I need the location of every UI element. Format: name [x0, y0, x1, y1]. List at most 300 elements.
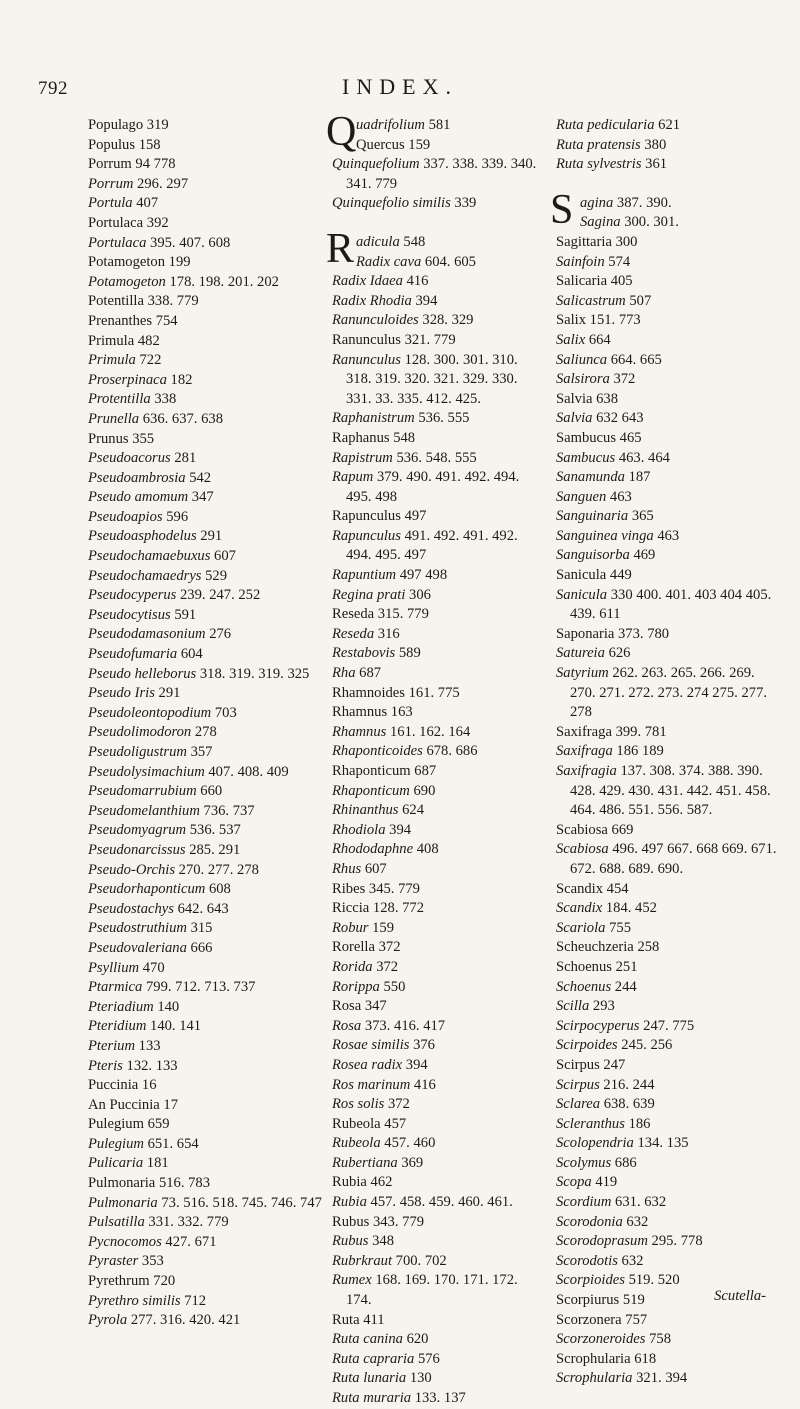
page-references: 319: [143, 117, 169, 133]
page-references: 686: [611, 1154, 637, 1171]
index-entry: [556, 1056, 780, 1076]
index-entry: [88, 978, 336, 998]
index-entry: [88, 1135, 336, 1155]
index-entry: [556, 370, 780, 390]
index-entry: [332, 429, 540, 449]
index-term: Sambucus: [556, 429, 616, 446]
page-references: 321. 394: [632, 1370, 688, 1387]
index-term: Pseudoambrosia: [88, 469, 186, 486]
index-entry: [332, 860, 540, 880]
index-term: Prunella: [88, 410, 140, 427]
index-entry: [556, 1173, 780, 1193]
page-references: 454: [603, 880, 629, 897]
index-term: Scandix: [556, 880, 604, 897]
index-entry: [332, 292, 540, 312]
index-term: Robur: [332, 919, 369, 936]
page-references: 607: [210, 548, 236, 565]
page-references: 392: [143, 214, 169, 231]
page-references: 373. 780: [614, 625, 670, 642]
page-references: 712: [180, 1292, 207, 1309]
index-term: Ruta pedicularia: [556, 117, 655, 133]
index-term: Rubeola: [332, 1115, 381, 1132]
index-entry: [88, 116, 336, 136]
page-references: 244: [611, 978, 637, 995]
index-entry: [556, 644, 780, 664]
index-term: Scorodotis: [556, 1252, 618, 1269]
index-term: Salvia: [556, 390, 593, 407]
page-references: 664: [585, 331, 611, 348]
index-entry: [556, 1115, 780, 1135]
page-references: 720: [149, 1273, 176, 1290]
page-references: 576: [414, 1350, 440, 1367]
index-term: Pseudoleontopodium: [88, 704, 212, 721]
page-references: 262. 263. 265. 266. 269. 270. 271. 272. 273. 274 275. 277. 278: [570, 665, 768, 721]
page-references: 330 400. 401. 403 404 405. 439. 611: [570, 586, 772, 623]
index-entry: [88, 723, 336, 743]
index-entry: [88, 449, 336, 469]
page-references: 168. 169. 170. 171. 172. 174.: [346, 1272, 518, 1309]
index-entry: [88, 234, 336, 254]
index-entry: [332, 1252, 540, 1272]
index-term: Rosa: [332, 998, 362, 1015]
page-references: 353: [138, 1253, 164, 1270]
page-references: 536. 548. 555: [392, 449, 477, 466]
page-references: 536. 555: [414, 410, 470, 427]
page-references: 328. 329: [418, 312, 474, 329]
index-term: Rhaponticoides: [332, 743, 423, 760]
page-references: 16: [138, 1077, 157, 1094]
page-references: 300: [611, 233, 638, 250]
index-entry: [332, 351, 540, 410]
index-entry: [332, 958, 540, 978]
index-entry: [332, 1369, 540, 1389]
index-entry: [88, 763, 336, 783]
index-term: Scirpus: [556, 1076, 600, 1093]
index-term: Protentilla: [88, 391, 151, 408]
page-references: 660: [196, 783, 223, 800]
index-term: Ruta canina: [332, 1331, 403, 1348]
index-term: Scorpiurus: [556, 1292, 620, 1309]
page-references: 161. 162. 164: [386, 723, 471, 740]
index-entry: [332, 1154, 540, 1174]
page-references: 405: [607, 273, 633, 290]
index-entry: [332, 938, 540, 958]
index-entry: [88, 1076, 336, 1096]
index-entry: [332, 782, 540, 802]
page-references: 387. 390.: [613, 194, 672, 211]
index-entry: [556, 155, 780, 175]
index-term: Pseudochamaebuxus: [88, 548, 211, 565]
index-term: Ribes: [332, 880, 366, 897]
page-references: 128. 300. 301. 310. 318. 319. 320. 321. 329. 330. 331. 33. 335. 412. 425.: [346, 351, 518, 407]
index-term: Pulmonaria: [88, 1175, 156, 1192]
index-term: Scilla: [556, 998, 590, 1015]
page-references: 276: [205, 626, 232, 643]
page-references: 348: [368, 1233, 395, 1250]
index-term: Salsirora: [556, 371, 610, 388]
index-entry: [556, 546, 780, 566]
index-term: Reseda: [332, 625, 375, 642]
page-references: 270. 277. 278: [175, 861, 259, 878]
index-entry: [556, 919, 780, 939]
index-entry: [332, 194, 540, 214]
index-entry: [88, 959, 336, 979]
index-entry: [332, 566, 540, 586]
index-entry: [88, 782, 336, 802]
index-entry: [556, 331, 780, 351]
page-references: 369: [397, 1154, 424, 1171]
index-entry: [88, 351, 336, 371]
index-entry: [332, 880, 540, 900]
index-entry: [556, 1311, 780, 1331]
page-references: 295. 778: [647, 1233, 703, 1250]
page-references: 411: [359, 1311, 385, 1328]
index-term: Scandix: [556, 900, 603, 917]
page-references: 186 189: [612, 743, 664, 760]
index-term: Riccia: [332, 900, 370, 917]
page-references: 247. 775: [639, 1017, 695, 1034]
page-references: 519: [619, 1292, 645, 1309]
page-references: 137. 308. 374. 388. 390. 428. 429. 430. 431. 442. 451. 458. 464. 486. 551. 556. 587.: [570, 763, 771, 819]
index-term: Rubia: [332, 1174, 367, 1191]
index-entry: [88, 939, 336, 959]
index-term: Rapunculus: [332, 508, 401, 525]
index-entry: [88, 704, 336, 724]
index-term: Rubertiana: [332, 1154, 398, 1171]
index-term: Pseudolimodoron: [88, 724, 192, 741]
page-references: 361: [641, 156, 668, 173]
page-references: 463: [606, 488, 632, 505]
index-term: Rosea radix: [332, 1056, 403, 1073]
page-references: 278: [191, 724, 217, 741]
page-references: 624: [398, 802, 425, 819]
index-term: Pterium: [88, 1037, 136, 1054]
index-term: Rosae similis: [332, 1037, 410, 1054]
index-entry: [556, 821, 780, 841]
index-entry: [88, 1174, 336, 1194]
page-references: 596: [162, 508, 189, 525]
index-entry: [332, 1095, 540, 1115]
index-term: Rhododaphne: [332, 841, 414, 858]
page-references: 345. 779: [365, 880, 420, 897]
index-entry: [88, 1154, 336, 1174]
index-term: Scirpocyperus: [556, 1017, 640, 1034]
index-term: Saxifragia: [556, 763, 617, 779]
page-references: 133: [135, 1037, 161, 1054]
index-term: Rubia: [332, 1194, 367, 1211]
index-term: Scorodoprasum: [556, 1233, 648, 1250]
page-references: 394: [385, 821, 412, 838]
index-entry: [556, 116, 780, 136]
page-references: 591: [170, 606, 197, 623]
index-entry: [332, 742, 540, 762]
catchword: Scutella-: [714, 1288, 766, 1304]
index-entry: [332, 253, 540, 273]
index-entry: [88, 253, 336, 273]
page-references: 347: [361, 998, 387, 1015]
index-entry: [332, 644, 540, 664]
index-term: Pyrola: [88, 1312, 128, 1329]
index-entry: [556, 742, 780, 762]
index-entry: [556, 880, 780, 900]
page-references: 636. 637. 638: [139, 410, 223, 427]
index-term: Scordium: [556, 1194, 612, 1211]
index-entry: [88, 1233, 336, 1253]
index-entry: [556, 213, 780, 233]
page-references: 395. 407. 608: [146, 234, 231, 251]
index-entry: [556, 468, 780, 488]
index-term: Reseda: [332, 606, 375, 623]
index-entry: [556, 997, 780, 1017]
index-entry: [332, 919, 540, 939]
index-entry: [556, 488, 780, 508]
page-references: 604: [177, 646, 203, 663]
index-term: Primula: [88, 332, 135, 349]
page-references: 659: [143, 1116, 170, 1133]
page-references: 462: [366, 1174, 393, 1191]
page-references: 247: [599, 1056, 626, 1073]
index-entry: [88, 332, 336, 352]
index-entry: [88, 273, 336, 293]
index-term: Pseudostachys: [88, 900, 174, 917]
index-term: Ros marinum: [332, 1076, 411, 1093]
index-term: Radix cava: [356, 253, 422, 270]
page-references: 496. 497 667. 668 669. 671. 672. 688. 689. 690.: [570, 841, 777, 877]
index-entry: [88, 371, 336, 391]
index-term: Rapistrum: [332, 449, 393, 466]
page-references: 548: [399, 233, 426, 250]
index-term: Pulegium: [88, 1135, 144, 1152]
page-references: 608: [205, 881, 231, 898]
index-term: Pseudolysimachium: [88, 763, 205, 780]
index-term: Radix Idaea: [332, 273, 403, 290]
index-entry: [556, 723, 780, 743]
page-references: 130: [406, 1370, 432, 1387]
index-term: Pyraster: [88, 1253, 139, 1270]
page-references: 666: [186, 939, 213, 956]
index-entry: [332, 1271, 540, 1310]
index-entry: [556, 1193, 780, 1213]
index-entry: [556, 409, 780, 429]
page-references: 306: [405, 586, 431, 603]
index-entry: [556, 1134, 780, 1154]
index-term: Scorpioides: [556, 1272, 625, 1289]
index-entry: [556, 625, 780, 645]
index-entry: [332, 840, 540, 860]
page-references: 519. 520: [624, 1272, 680, 1289]
index-entry: [556, 272, 780, 292]
index-term: Pseudoapios: [88, 508, 163, 525]
index-term: Raphanus: [332, 429, 390, 446]
page-references: 757: [621, 1311, 648, 1328]
page-references: 379. 490. 491. 492. 494. 495. 498: [346, 469, 520, 505]
index-entry: [88, 136, 336, 156]
page-references: 799. 712. 713. 737: [142, 979, 256, 996]
page-references: 239. 247. 252: [176, 587, 261, 604]
page-references: 620: [402, 1331, 429, 1348]
index-term: Rubus: [332, 1213, 370, 1230]
page-references: 419: [591, 1174, 618, 1191]
index-term: Rapum: [332, 469, 374, 486]
index-entry: [332, 311, 540, 331]
index-entry: [556, 958, 780, 978]
index-entry: [88, 802, 336, 822]
page-references: 700. 702: [392, 1252, 447, 1269]
index-term: Sambucus: [556, 449, 616, 466]
index-term: Pseudo helleborus: [88, 665, 197, 682]
page-references: 372: [372, 958, 399, 975]
index-term: Prunus: [88, 430, 129, 447]
page-references: 258: [633, 939, 660, 956]
index-term: agina: [580, 194, 614, 211]
index-entry: [332, 1193, 540, 1213]
page-references: 548: [389, 429, 416, 446]
index-term: Pseudonarcissus: [88, 841, 186, 858]
index-entry: [332, 155, 540, 194]
page-references: 186: [624, 1115, 651, 1132]
index-term: Scorzonera: [556, 1311, 622, 1328]
page-references: 291: [196, 528, 223, 545]
index-entry: [88, 998, 336, 1018]
page-references: 469: [629, 547, 656, 564]
page-references: 457. 460: [380, 1135, 436, 1152]
index-term: Raphanistrum: [332, 410, 415, 427]
index-entry: [556, 1076, 780, 1096]
page-references: 507: [625, 292, 652, 309]
index-term: Ruta: [332, 1311, 360, 1328]
index-term: Ptarmica: [88, 979, 143, 996]
index-term: Rhinanthus: [332, 802, 399, 819]
index-entry: [88, 194, 336, 214]
page-references: 315: [186, 920, 213, 937]
index-entry: [88, 1017, 336, 1037]
index-term: Ranunculus: [332, 331, 401, 348]
page-references: 128. 772: [369, 900, 425, 917]
index-term: Salicastrum: [556, 292, 626, 309]
page-references: 394: [402, 1056, 428, 1073]
index-entry: [556, 292, 780, 312]
page-references: 574: [604, 253, 631, 270]
index-term: Saxifraga: [556, 743, 613, 760]
page-references: 638. 639: [600, 1096, 655, 1113]
index-term: Schoenus: [556, 978, 612, 995]
index-entry: [556, 1036, 780, 1056]
index-term: Portula: [88, 195, 133, 212]
index-term: Scleranthus: [556, 1115, 625, 1132]
page-references: 642. 643: [173, 900, 229, 917]
page-references: 664. 665: [607, 351, 662, 368]
index-entry: [88, 821, 336, 841]
index-term: Scolymus: [556, 1154, 612, 1171]
index-term: Ruta capraria: [332, 1350, 415, 1367]
index-term: Scorzoneroides: [556, 1331, 646, 1348]
page-references: 491. 492. 491. 492. 494. 495. 497: [346, 527, 518, 564]
page-references: 463: [653, 527, 680, 544]
index-term: Pyrethrum: [88, 1273, 150, 1290]
index-term: Rhaponticum: [332, 763, 411, 779]
index-entry: [88, 645, 336, 665]
page-references: 687: [410, 763, 437, 779]
page-references: 416: [410, 1076, 436, 1093]
index-term: Scorodonia: [556, 1213, 623, 1230]
page-references: 159: [404, 136, 431, 153]
page-references: 604. 605: [421, 253, 476, 270]
page-references: 536. 537: [186, 822, 241, 839]
page-references: 457: [380, 1115, 407, 1132]
page-references: 94 778: [131, 156, 176, 173]
index-entry: [88, 1096, 336, 1116]
index-term: Rubus: [332, 1233, 369, 1250]
page-references: 277. 316. 420. 421: [127, 1312, 241, 1329]
index-entry: [332, 331, 540, 351]
index-entry: [332, 1017, 540, 1037]
page-references: 463. 464: [615, 449, 670, 466]
page-references: 407. 408. 409: [204, 763, 289, 780]
page-references: 687: [355, 665, 382, 682]
index-entry: [556, 1095, 780, 1115]
page-references: 457. 458. 459. 460. 461.: [366, 1194, 513, 1211]
page-references: 380: [640, 136, 667, 153]
index-entry: [88, 567, 336, 587]
page-title: INDEX.: [342, 74, 458, 99]
page-references: 632: [622, 1213, 649, 1230]
index-term: Pteriadium: [88, 998, 154, 1015]
page-references: 581: [424, 117, 451, 133]
index-term: Pseudomelanthium: [88, 802, 200, 819]
index-term: Pseudoligustrum: [88, 744, 187, 760]
index-term: Prenanthes: [88, 312, 153, 329]
page-references: 199: [165, 254, 191, 271]
index-term: Rorippa: [332, 978, 380, 995]
page-number: 792: [38, 78, 68, 99]
index-term: Ros solis: [332, 1096, 385, 1113]
page-references: 497 498: [396, 567, 448, 584]
page-references: 134. 135: [633, 1135, 689, 1152]
index-entry: [88, 841, 336, 861]
index-term: Salix: [556, 331, 586, 348]
index-term: Puccinia: [88, 1077, 139, 1094]
page-references: 408: [413, 841, 439, 858]
index-entry: [556, 351, 780, 371]
index-entry: [556, 1017, 780, 1037]
index-term: Primula: [88, 352, 136, 369]
page-references: 132. 133: [122, 1057, 178, 1074]
page-references: 159: [368, 919, 395, 936]
index-entry: [332, 1173, 540, 1193]
index-entry: [88, 175, 336, 195]
index-entry: [332, 468, 540, 507]
index-term: Pteris: [88, 1057, 123, 1074]
index-entry: [88, 1213, 336, 1233]
index-entry: [88, 430, 336, 450]
page-references: 690: [409, 782, 436, 799]
index-term: uadrifolium: [356, 117, 425, 133]
page-references: 355: [128, 430, 155, 447]
index-term: Scrophularia: [556, 1350, 631, 1367]
page-references: 638: [592, 390, 619, 407]
index-term: Portulaca: [88, 234, 147, 251]
index-entry: [88, 1292, 336, 1312]
page-references: 372: [374, 939, 401, 956]
index-term: Schoenus: [556, 958, 612, 975]
page-references: 651. 654: [143, 1135, 199, 1152]
page-references: 376: [409, 1037, 435, 1054]
page-references: 140. 141: [146, 1018, 202, 1035]
page-references: 316: [374, 625, 400, 642]
index-term: Ruta lunaria: [332, 1370, 407, 1387]
index-entry: [332, 1036, 540, 1056]
index-term: Pseudo Iris: [88, 685, 155, 702]
